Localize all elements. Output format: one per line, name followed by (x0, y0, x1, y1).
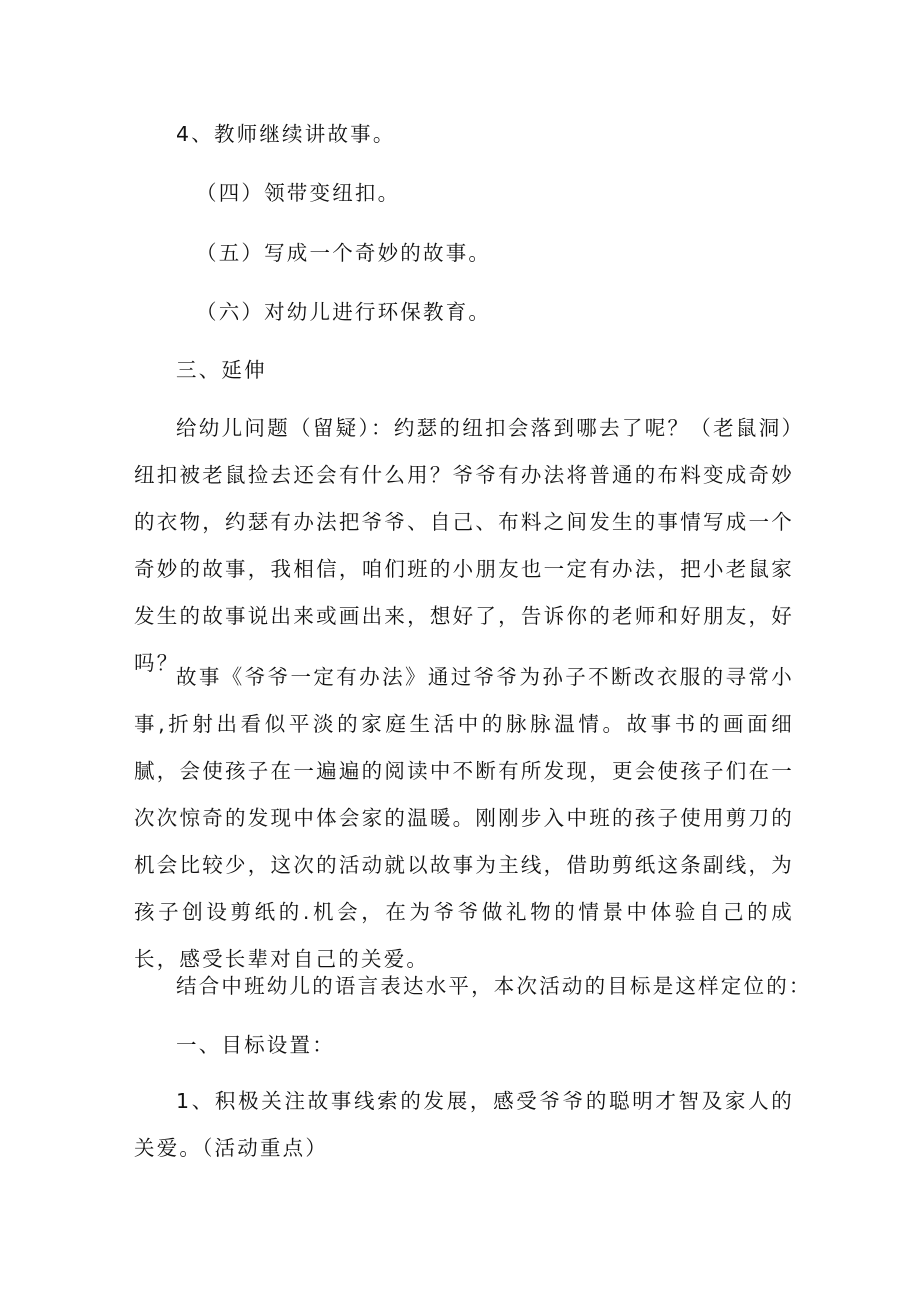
story-paragraph: 故事《爷爷一定有办法》通过爷爷为孙子不断改衣服的寻常小事,折射出看似平淡的家庭生活中的脉脉温情。故事书的画面细腻，会使孩子在一遍遍的阅读中不断有所发现，更会使孩子们在一次次惊奇的发现中体会家的温暖。刚刚步入中班的孩子使用剪刀的机会比较少，这次的活动就以故事为主线，借助剪纸这条副线，为孩子创设剪纸的.机会，在为爷爷做礼物的情景中体验自己的成长，感受长辈对自己的关爱。 (134, 665, 794, 971)
step-4-line: 4、教师继续讲故事。 (176, 122, 396, 146)
item-4-line: （四）领带变纽扣。 (196, 181, 401, 205)
section-1-heading: 一、目标设置： (176, 1033, 335, 1057)
extension-paragraph: 给幼儿问题（留疑）：约瑟的纽扣会落到哪去了呢？（老鼠洞）纽扣被老鼠捡去还会有什么用？爷爷有办法将普通的布料变成奇妙的衣物，约瑟有办法把爷爷、自己、布料之间发生的事情写成一个奇妙的故事，我相信，咱们班的小朋友也一定有办法，把小老鼠家发生的故事说出来或画出来，想好了，告诉你的老师和好朋友，好吗？ (134, 416, 794, 675)
item-6-line: （六）对幼儿进行环保教育。 (196, 300, 492, 324)
item-5-line: （五）写成一个奇妙的故事。 (196, 241, 492, 265)
section-3-heading: 三、延伸 (176, 358, 267, 382)
goal-1-paragraph: 1、积极关注故事线索的发展，感受爷爷的聪明才智及家人的关爱。（活动重点） (134, 1089, 794, 1160)
goal-intro-line: 结合中班幼儿的语言表达水平，本次活动的目标是这样定位的： (176, 974, 812, 998)
